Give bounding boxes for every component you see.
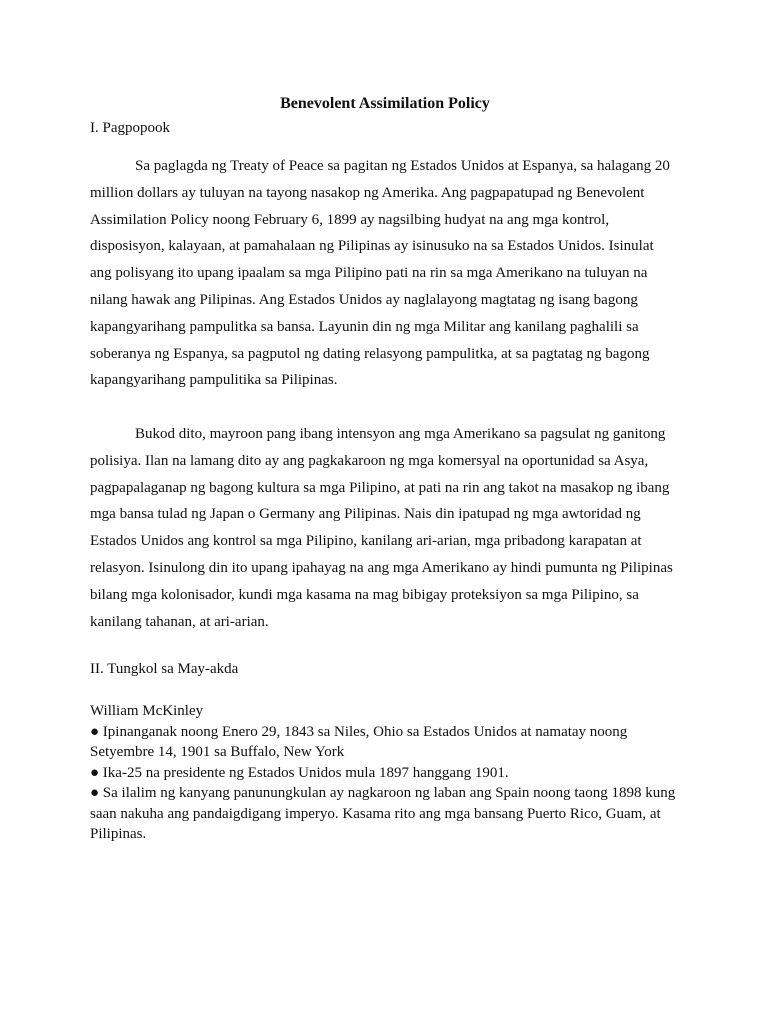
paragraph-2: Bukod dito, mayroon pang ibang intensyon ang mga Amerikano sa pagsulat ng ganitong polisiya. Ilan na lamang dito ay ang pagkakaroon ng mga komersyal na oportunidad sa Asya, pagpapalaganap ng bagong kultura sa mga Pilipino, at pati na rin ang takot na masakop ng ibang mga bansa tulad ng Japan o Germany ang Pilipinas. Nais din ipatupad ng mga awtoridad ng Estados Unidos ang kontrol sa mga Pilipino, kanilang ari-arian, mga pribadong karapatan at relasyon. Isinulong din ito upang ipahayag na ang mga Amerikano ay hindi pumunta ng Pilipinas bilang mga kolonisador, kundi mga kasama na mag bibigay proteksiyon sa mga Pilipino, sa kanilang tahanan, at ari-arian. [90,426,673,630]
bullet-item: ● Ika-25 na presidente ng Estados Unidos mula 1897 hanggang 1901. [90,764,509,781]
bullet-item: ● Sa ilalim ng kanyang panunungkulan ay nagkaroon ng laban ang Spain noong taong 1898 kung saan nakuha ang pandaigdigang imperyo. Kasama rito ang mga bansang Puerto Rico, Guam, at Pilipinas. [90,785,676,842]
paragraph-1: Sa paglagda ng Treaty of Peace sa pagitan ng Estados Unidos at Espanya, sa halagang 20 million dollars ay tuluyan na tayong nasakop ng Amerika. Ang pagpapatupad ng Benevolent Assimilation Policy noong February 6, 1899 ay nagsilbing hudyat na ang mga kontrol, disposisyon, kalayaan, at pamahalaan ng Pilipinas ay isinusuko na sa Estados Unidos. Isinulat ang polisyang ito upang ipaalam sa mga Pilipino pati na rin sa mga Amerikano na tuluyan na nilang hawak ang Pilipinas. Ang Estados Unidos ay naglalayong magtatag ng isang bagong kapangyarihang pampulitka sa bansa. Layunin din ng mga Militar ang kanilang paghalili sa soberanya ng Espanya, sa pagputol ng dating relasyong pampulitka, at sa pagtatag ng bagong kapangyarihang pampulitika sa Pilipinas. [90,158,670,389]
author-name: William McKinley [90,703,204,719]
bullet-item: ● Ipinanganak noong Enero 29, 1843 sa Niles, Ohio sa Estados Unidos at namatay noong Setyembre 14, 1901 sa Buffalo, New York [90,723,628,760]
section-heading-may-akda: II. Tungkol sa May-akda [90,661,239,677]
document-title: Benevolent Assimilation Policy [280,95,490,112]
author-section [90,701,676,845]
section-heading-pagpopook: I. Pagpopook [90,120,170,136]
